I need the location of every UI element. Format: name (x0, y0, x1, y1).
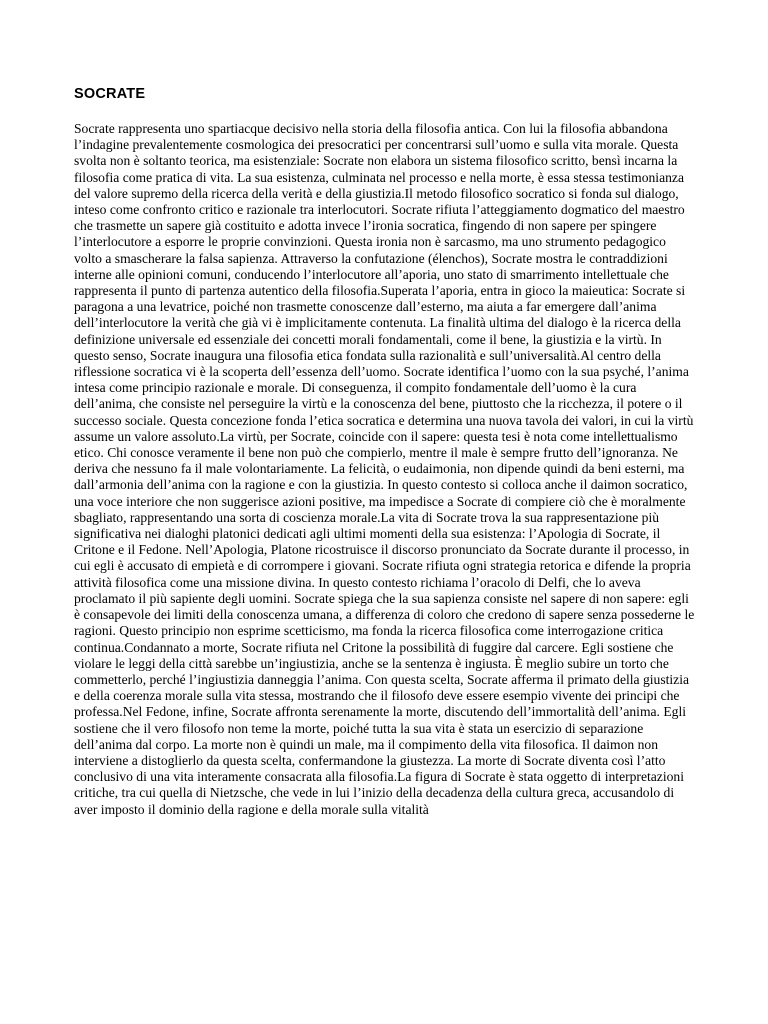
document-title: SOCRATE (74, 86, 146, 102)
document-body-paragraph: Socrate rappresenta uno spartiacque decisivo nella storia della filosofia antica. Con lui la filosofia abbandona l’indagine prevalentemente cosmologica dei presocratici per concentrarsi sull’uomo e sulla vita morale. Questa svolta non è soltanto teorica, ma esistenziale: Socrate non elabora un sistema filosofico scritto, bensì incarna la filosofia come pratica di vita. La sua esistenza, culminata nel processo e nella morte, è essa stessa testimonianza del valore supremo della ricerca della verità e della giustizia.Il metodo filosofico socratico si fonda sul dialogo, inteso come confronto critico e razionale tra interlocutori. Socrate rifiuta l’atteggiamento dogmatico del maestro che trasmette un sapere già costituito e adotta invece l’ironia socratica, fingendo di non sapere per spingere l’interlocutore a esporre le proprie convinzioni. Questa ironia non è sarcasmo, ma uno strumento pedagogico volto a smascherare la falsa sapienza. Attraverso la confutazione (élenchos), Socrate mostra le contraddizioni interne alle opinioni comuni, conducendo l’interlocutore all’aporia, uno stato di smarrimento intellettuale che rappresenta il punto di partenza autentico della filosofia.Superata l’aporia, entra in gioco la maieutica: Socrate si paragona a una levatrice, poiché non trasmette conoscenze dall’esterno, ma aiuta a far emergere dall’anima dell’interlocutore la verità che già vi è implicitamente contenuta. La finalità ultima del dialogo è la ricerca della definizione universale ed essenziale dei concetti morali fondamentali, come il bene, la giustizia e la virtù. In questo senso, Socrate inaugura una filosofia etica fondata sulla razionalità e sull’universalità.Al centro della riflessione socratica vi è la scoperta dell’essenza dell’uomo. Socrate identifica l’uomo con la sua psyché, l’anima intesa come principio razionale e morale. Di conseguenza, il compito fondamentale dell’uomo è la cura dell’anima, che consiste nel perseguire la virtù e la conoscenza del bene, piuttosto che la ricchezza, il potere o il successo sociale. Questa concezione fonda l’etica socratica e determina una nuova tavola dei valori, in cui la virtù assume un valore assoluto.La virtù, per Socrate, coincide con il sapere: questa tesi è nota come intellettualismo etico. Chi conosce veramente il bene non può che compierlo, mentre il male è sempre frutto dell’ignoranza. Ne deriva che nessuno fa il male volontariamente. La felicità, o eudaimonia, non dipende quindi da beni esterni, ma dall’armonia dell’anima con la ragione e con la giustizia. In questo contesto si colloca anche il daimon socratico, una voce interiore che non suggerisce azioni positive, ma impedisce a Socrate di compiere ciò che è moralmente sbagliato, rappresentando una sorta di coscienza morale.La vita di Socrate trova la sua rappresentazione più significativa nei dialoghi platonici dedicati agli ultimi momenti della sua esistenza: l’Apologia di Socrate, il Critone e il Fedone. Nell’Apologia, Platone ricostruisce il discorso pronunciato da Socrate durante il processo, in cui egli è accusato di empietà e di corrompere i giovani. Socrate rifiuta ogni strategia retorica e difende la propria attività filosofica come una missione divina. In questo contesto richiama l’oracolo di Delfi, che lo aveva proclamato il più sapiente degli uomini. Socrate spiega che la sua sapienza consiste nel sapere di non sapere: egli è consapevole dei limiti della conoscenza umana, a differenza di coloro che credono di sapere senza possederne le ragioni. Questo principio non esprime scetticismo, ma fonda la ricerca filosofica come interrogazione critica continua.Condannato a morte, Socrate rifiuta nel Critone la possibilità di fuggire dal carcere. Egli sostiene che violare le leggi della città sarebbe un’ingiustizia, anche se la sentenza è ingiusta. È meglio subire un torto che commetterlo, perché l’ingiustizia danneggia l’anima. Con questa scelta, Socrate afferma il primato della giustizia e della coerenza morale sulla vita stessa, mostrando che il filosofo deve essere esempio vivente dei principi che professa.Nel Fedone, infine, Socrate affronta serenamente la morte, discutendo dell’immortalità dell’anima. Egli sostiene che il vero filosofo non teme la morte, poiché tutta la sua vita è stata un esercizio di separazione dell’anima dal corpo. La morte non è quindi un male, ma il compimento della vita filosofica. Il daimon non interviene a distoglierlo da questa scelta, confermandone la giustezza. La morte di Socrate diventa così l’atto conclusivo di una vita interamente consacrata alla filosofia.La figura di Socrate è stata oggetto di interpretazioni critiche, tra cui quella di Nietzsche, che vede in lui l’inizio della decadenza della cultura greca, accusandolo di aver imposto il dominio della ragione e della morale sulla vitalità (74, 121, 695, 817)
